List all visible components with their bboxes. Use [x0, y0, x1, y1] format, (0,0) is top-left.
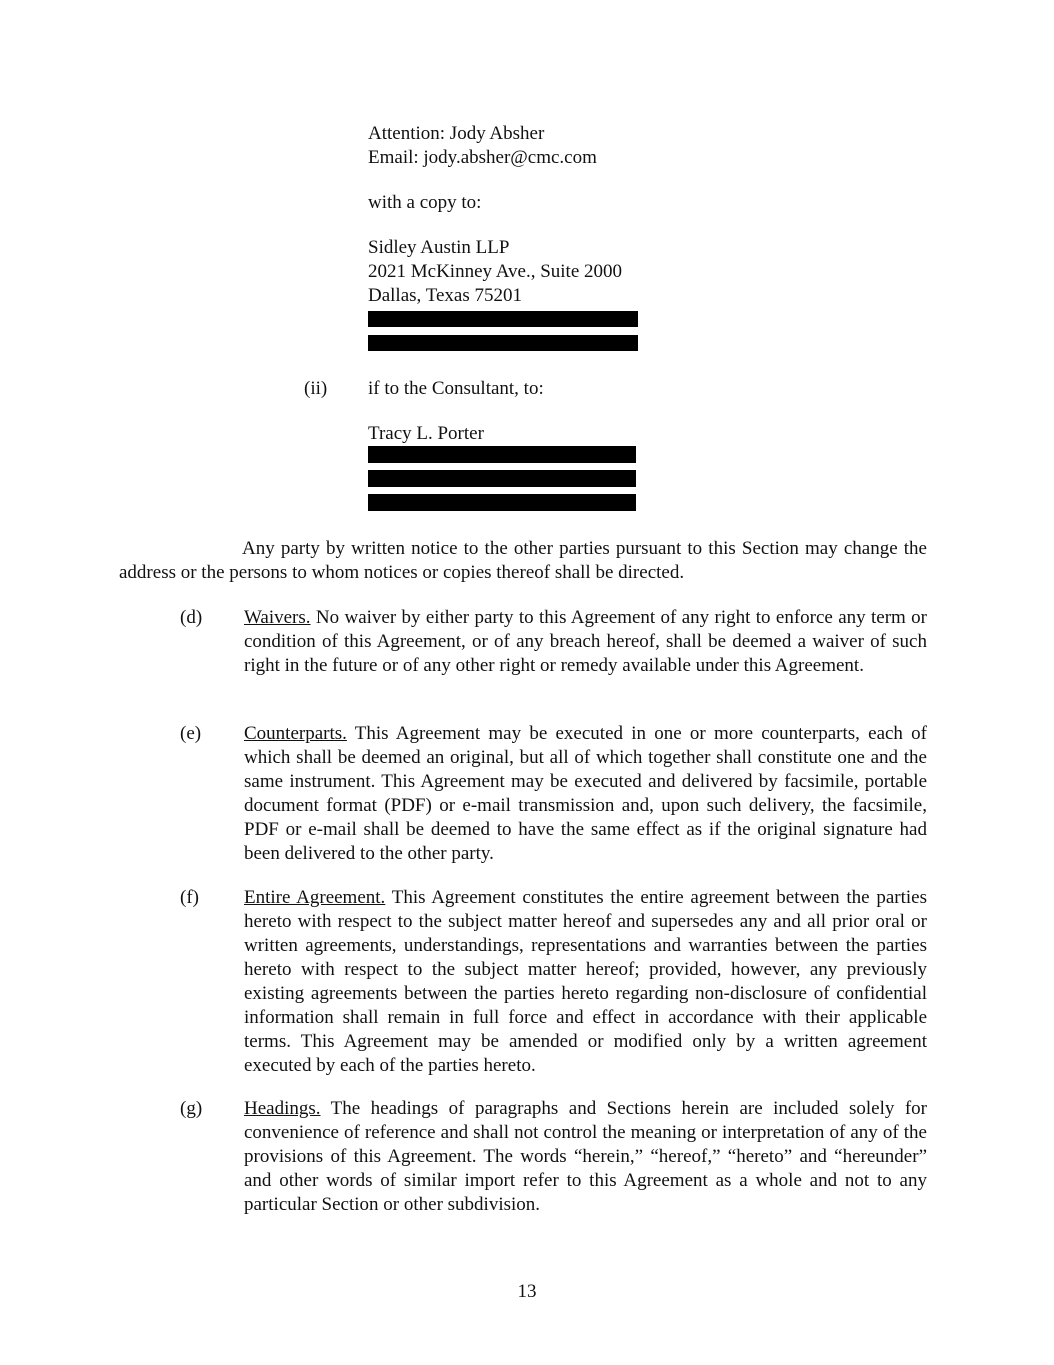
- section-e-text: This Agreement may be executed in one or more counterparts, each of which shall be deemed an original, but all of which together shall constitute one and the same instrument. This Agreement may be executed and delivered by facsimile, portable document format (PDF) or e-mail transmission and, upon such delivery, the facsimile, PDF or e-mail shall be deemed to have the same effect as if the original signature had been delivered to the other party.: [244, 723, 927, 864]
- page-number: 13: [517, 1281, 537, 1302]
- email-line: Email: jody.absher@cmc.com: [368, 147, 597, 168]
- section-g-text: The headings of paragraphs and Sections herein are included solely for convenience of reference and shall not control the meaning or interpretation of any of the provisions of this Agreement. The words “herein,” “hereof,” “hereto” and “hereunder” and other words of similar import refer to this Agreement as a whole and not to any particular Section or other subdivision.: [244, 1098, 927, 1215]
- section-e-heading: Counterparts.: [244, 723, 347, 744]
- redaction-bar: [368, 311, 638, 327]
- section-d-body: [244, 606, 927, 678]
- firm-address-line1: 2021 McKinney Ave., Suite 2000: [368, 261, 623, 282]
- section-f-label: (f): [180, 887, 199, 908]
- redaction-bar: [368, 335, 638, 351]
- section-g-heading: Headings.: [244, 1098, 321, 1119]
- firm-name: Sidley Austin LLP: [368, 237, 510, 258]
- consultant-name: Tracy L. Porter: [368, 423, 484, 444]
- redaction-bar: [368, 470, 636, 487]
- firm-address-line2: Dallas, Texas 75201: [368, 285, 522, 306]
- section-e-label: (e): [180, 723, 202, 744]
- section-f-text: This Agreement constitutes the entire agreement between the parties hereto with respect to the subject matter hereof and supersedes any and all prior oral or written agreements, understandings, representations and warranties between the parties hereto with respect to the subject matter hereof; provided, however, any previously existing agreements between the parties hereto regarding non-disclosure of confidential information shall remain in full force and effect in accordance with their applicable terms. This Agreement may be amended or modified only by a written agreement executed by each of the parties hereto.: [244, 887, 927, 1076]
- section-e-body: [244, 722, 927, 866]
- item-ii-text: if to the Consultant, to:: [368, 378, 544, 399]
- any-party-paragraph: Any party by written notice to the other parties pursuant to this Section may change the address or the persons to whom notices or copies thereof shall be directed.: [119, 538, 927, 583]
- section-f-body: [244, 886, 927, 1078]
- section-d-text: No waiver by either party to this Agreement of any right to enforce any term or condition of this Agreement, or of any breach hereof, shall be deemed a waiver of such right in the future or of any other right or remedy available under this Agreement.: [244, 607, 927, 676]
- redaction-bar: [368, 446, 636, 463]
- item-ii-label: (ii): [304, 378, 328, 399]
- section-f-heading: Entire Agreement.: [244, 887, 386, 908]
- section-g-label: (g): [180, 1098, 203, 1119]
- section-d-label: (d): [180, 607, 203, 628]
- redaction-bar: [368, 494, 636, 511]
- attention-line: Attention: Jody Absher: [368, 123, 545, 144]
- section-g-body: [244, 1097, 927, 1217]
- copy-to-line: with a copy to:: [368, 192, 482, 213]
- section-d-heading: Waivers.: [244, 607, 311, 628]
